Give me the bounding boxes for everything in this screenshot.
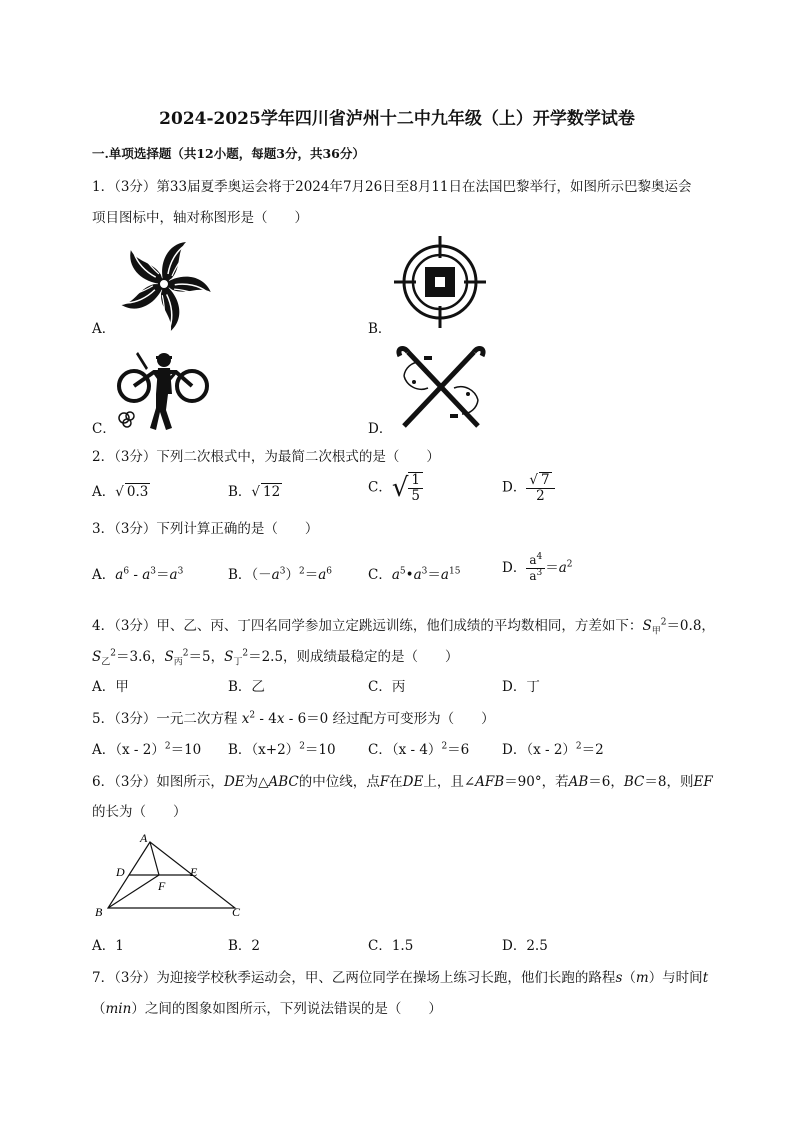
q2-option-a-radicand: 0.3 [126,484,149,500]
exponent: 2 [575,741,582,752]
q5-option-b-text: B．（x+2） [228,742,300,758]
q3-option-a[interactable] [92,563,183,583]
math-var: DE [223,774,245,790]
q2-option-d-radicand: 7 [540,472,550,488]
q6-stem-line2: 的长为（ ） [92,804,187,820]
q7-text: （ [92,1001,106,1017]
q6-option-d[interactable]: D．2.5 [502,938,548,954]
q4-value: ＝5， [188,649,225,665]
q1-option-b-label[interactable]: B． [368,321,392,337]
exponent: 3 [150,566,156,577]
q5-text: 5．（3分）一元二次方程 [92,711,242,727]
math-var: a [391,567,400,583]
math-var: t [702,970,709,986]
q5-option-c-text: C．（x - 4） [368,742,442,758]
q5-text: - 6＝0 经过配方可变形为（ ） [284,711,495,727]
math-var: AFB [475,774,505,790]
q6-text: ＝6， [588,774,624,790]
q3-option-d[interactable] [502,553,573,584]
q2-option-d-denominator: 2 [536,488,545,504]
q4-stem-line2 [92,645,459,668]
q2-option-d[interactable] [502,472,555,504]
exponent: 2 [110,648,116,659]
q7-text: （ [622,970,636,986]
q4-option-a[interactable]: A．甲 [92,679,129,695]
sqrt-sign: √ [115,484,124,500]
q3-option-a-label: A． [92,567,116,583]
q5-option-a-text: A．（x - 2） [92,742,165,758]
math-var: a [115,567,124,583]
operator: ＝ [427,567,441,583]
q6-text: 上，且∠ [423,774,476,790]
q2-option-b[interactable] [228,480,282,500]
exponent: 4 [536,552,543,562]
math-var: EF [693,774,713,790]
operator: ＝ [156,567,170,583]
q6-option-a[interactable]: A．1 [92,938,124,954]
math-var: S [164,649,174,665]
math-var: a [142,567,151,583]
math-var: F [379,774,390,790]
page-title: 2024-2025学年四川省泸州十二中九年级（上）开学数学试卷 [159,109,635,129]
q5-option-a[interactable] [92,738,201,758]
subscript: 丙 [173,657,183,668]
math-var: m [635,970,649,986]
q2-option-a-label: A． [92,484,116,500]
math-var: S [224,649,234,665]
exponent: 2 [242,648,249,659]
q7-text: ）与时间 [648,970,703,986]
vertex-label-f: F [158,879,166,893]
q7-text: 7．（3分）为迎接学校秋季运动会，甲、乙两位同学在操场上练习长跑，他们长跑的路程 [92,970,616,986]
sqrt-sign: √ [391,473,409,503]
q6-text: ＝8，则 [644,774,694,790]
q1-stem-line2: 项目图标中，轴对称图形是（ ） [92,210,308,226]
exponent: 2 [164,741,171,752]
operator: • [405,567,414,583]
section-heading: 一.单项选择题（共12小题，每题3分，共36分） [92,146,365,161]
q7-text: ）之间的图象如图所示，下列说法错误的是（ ） [131,1001,442,1017]
subscript: 甲 [651,626,661,637]
crossed-hockey-sticks-icon [394,344,488,432]
exponent: 15 [448,566,461,577]
exponent: 2 [249,710,256,721]
q3-stem: 3．（3分）下列计算正确的是（ ） [92,521,319,537]
q2-option-d-label: D． [502,479,527,496]
q4-text: 4．（3分）甲、乙、丙、丁四名同学参加立定跳远训练，他们成绩的平均数相同，方差如下： [92,618,643,634]
q3-option-d-label: D． [502,560,527,576]
q2-option-c-denominator: 5 [411,488,421,504]
vertex-label-a: A [140,831,148,845]
exponent: 3 [279,566,286,577]
q4-value: ＝2.5，则成绩最稳定的是（ ） [248,649,459,665]
math-var: ABC [268,774,299,790]
q7-stem-line2 [92,997,442,1017]
math-var: s [615,970,623,986]
exponent: 2 [441,741,448,752]
pinwheel-icon [118,238,210,330]
math-var: DE [402,774,424,790]
q6-option-b[interactable]: B．2 [228,938,261,954]
vertex-label-e: E [190,865,198,879]
q5-option-c[interactable] [368,738,469,758]
q3-option-c-label: C． [368,567,392,583]
math-var: a [558,560,567,576]
q3-option-b-label: B． [228,567,252,583]
q6-text: 6．（3分）如图所示， [92,774,224,790]
q2-option-c[interactable] [368,472,423,504]
q2-option-c-label: C． [368,479,392,496]
exponent: 5 [399,566,406,577]
q5-option-d[interactable] [502,738,604,758]
exponent: 6 [123,566,130,577]
exponent: 2 [299,741,305,752]
q5-text: - 4 [255,711,277,727]
q2-option-a[interactable] [92,480,150,500]
math-var: a [169,567,178,583]
math-var: a [318,567,327,583]
q1-option-a-label[interactable]: A． [92,321,116,337]
q4-option-c[interactable]: C．丙 [368,679,406,695]
math-var: a [529,569,537,583]
exponent: 3 [536,568,543,578]
math-var: S [642,618,652,634]
q6-text: 为△ [244,774,269,790]
exponent: 3 [421,566,428,577]
q1-stem-line1: 1．（3分）第33届夏季奥运会将于2024年7月26日至8月11日在法国巴黎举行，如图所示巴黎奥运会 [92,179,692,195]
math-var: BC [623,774,645,790]
q4-value: ＝3.6， [116,649,165,665]
math-var: a [440,567,449,583]
target-square-icon [394,236,486,328]
sqrt-sign: √ [251,484,261,500]
q2-option-b-radicand: 12 [263,484,281,500]
q5-option-c-value: ＝6 [447,742,470,758]
operator: ） [285,567,299,583]
q4-value: ＝0.8， [666,618,715,634]
operator: ＝ [304,567,319,583]
math-var: a [413,567,422,583]
q6-text: 的中位线，点 [298,774,380,790]
q5-option-d-text: D．（x - 2） [502,742,576,758]
subscript: 丁 [233,657,243,668]
math-var: S [92,649,102,665]
math-var: a [529,553,537,567]
exponent: 6 [326,566,332,577]
math-var: x [241,711,250,727]
q1-option-c-label[interactable]: C． [92,421,116,437]
sqrt-sign: √ [529,472,538,488]
math-var: x [276,711,285,727]
q3-option-b[interactable] [228,563,332,583]
exponent: 2 [660,617,667,628]
math-var: a [271,567,280,583]
vertex-label-c: C [232,905,241,919]
q3-option-c[interactable] [368,563,460,583]
exponent: 2 [298,566,305,577]
operator: （－ [251,567,272,583]
q5-stem [92,707,495,727]
q5-option-d-value: ＝2 [581,742,604,758]
math-var: min [105,1001,132,1017]
q4-stem-line1 [92,614,715,637]
q4-option-d[interactable]: D．丁 [502,679,540,695]
math-var: AB [568,774,589,790]
q1-option-d-label[interactable]: D． [368,421,393,437]
subscript: 乙 [101,657,111,668]
q2-option-c-numerator: 1 [408,473,423,489]
q6-stem-line1 [92,770,713,790]
q2-option-b-label: B． [228,484,252,500]
exponent: 2 [182,648,189,659]
q5-option-b-value: ＝10 [304,742,336,758]
exponent: 2 [566,559,573,570]
q6-text: 在 [389,774,403,790]
exponent: 3 [177,566,184,577]
cyclist-carrying-bike-icon [114,350,214,432]
vertex-label-b: B [95,905,103,919]
q2-stem: 2．（3分）下列二次根式中，为最简二次根式的是（ ） [92,449,440,465]
q5-option-b[interactable] [228,738,336,758]
triangle-figure [90,830,250,925]
q6-text: ＝90°，若 [504,774,569,790]
q7-stem-line1 [92,966,708,986]
vertex-label-d: D [116,865,125,879]
q4-option-b[interactable]: B．乙 [228,679,265,695]
q5-option-a-value: ＝10 [170,742,202,758]
operator: - [129,567,143,583]
operator: ＝ [545,560,559,576]
q6-option-c[interactable]: C．1.5 [368,938,414,954]
